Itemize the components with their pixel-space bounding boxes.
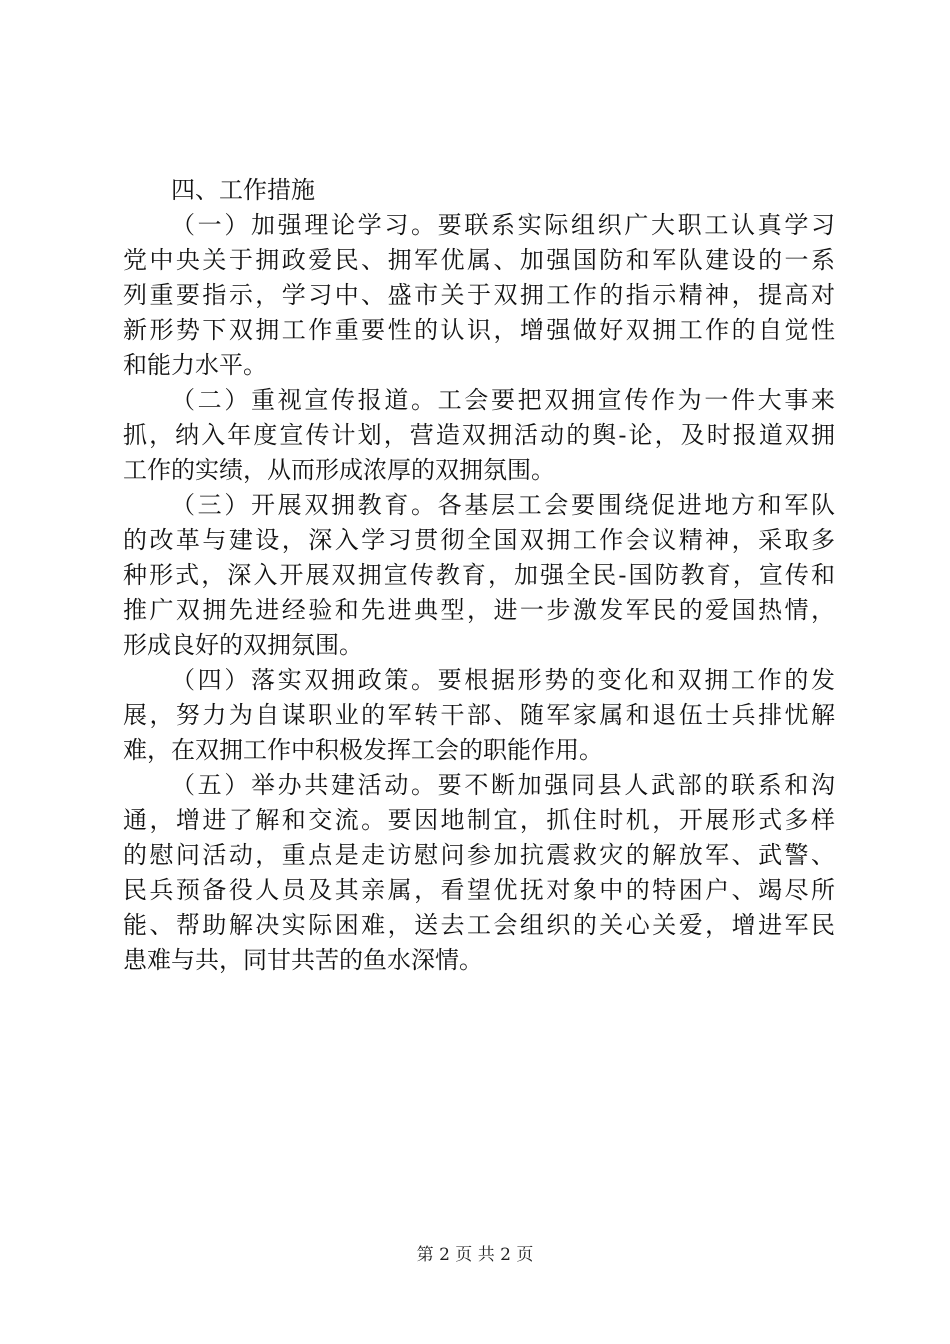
paragraph-line: 形成良好的双拥氛围。 — [123, 631, 363, 659]
paragraph-line: 和能力水平。 — [123, 351, 267, 379]
paragraph-line: 工作的实绩，从而形成浓厚的双拥氛围。 — [123, 456, 555, 484]
paragraph-line: 难，在双拥工作中积极发挥工会的职能作用。 — [123, 736, 603, 764]
paragraph-line: 抓，纳入年度宣传计划，营造双拥活动的舆-论，及时报道双拥 — [123, 421, 835, 449]
paragraph-line: 通，增进了解和交流。要因地制宜，抓住时机，开展形式多样 — [123, 806, 835, 834]
document-body — [123, 173, 835, 978]
paragraph-line: 的改革与建设，深入学习贯彻全国双拥工作会议精神，采取多 — [123, 526, 835, 554]
paragraph-line: 列重要指示，学习中、盛市关于双拥工作的指示精神，提高对 — [123, 281, 835, 309]
section-heading: 四、工作措施 — [171, 176, 315, 204]
paragraph-list — [123, 208, 835, 978]
paragraph-line: 党中央关于拥政爱民、拥军优属、加强国防和军队建设的一系 — [123, 246, 835, 274]
body-paragraph — [123, 383, 835, 488]
body-paragraph — [123, 488, 835, 663]
paragraph-line: （一）加强理论学习。要联系实际组织广大职工认真学习 — [171, 211, 835, 239]
body-paragraph — [123, 768, 835, 978]
paragraph-line: 展，努力为自谋职业的军转干部、随军家属和退伍士兵排忧解 — [123, 701, 835, 729]
paragraph-line: （三）开展双拥教育。各基层工会要围绕促进地方和军队 — [171, 491, 835, 519]
paragraph-line: 能、帮助解决实际困难，送去工会组织的关心关爱，增进军民 — [123, 911, 835, 939]
paragraph-line: 民兵预备役人员及其亲属，看望优抚对象中的特困户、竭尽所 — [123, 876, 835, 904]
paragraph-line: （二）重视宣传报道。工会要把双拥宣传作为一件大事来 — [171, 386, 835, 414]
paragraph-line: 新形势下双拥工作重要性的认识，增强做好双拥工作的自觉性 — [123, 316, 835, 344]
body-paragraph — [123, 208, 835, 383]
paragraph-line: （四）落实双拥政策。要根据形势的变化和双拥工作的发 — [171, 666, 835, 694]
paragraph-line: 种形式，深入开展双拥宣传教育，加强全民-国防教育，宣传和 — [123, 561, 835, 589]
page-footer: 第 2 页 共 2 页 — [416, 1245, 534, 1265]
paragraph-line: 推广双拥先进经验和先进典型，进一步激发军民的爱国热情， — [123, 596, 835, 624]
paragraph-line: （五）举办共建活动。要不断加强同县人武部的联系和沟 — [171, 771, 835, 799]
paragraph-line: 的慰问活动，重点是走访慰问参加抗震救灾的解放军、武警、 — [123, 841, 835, 869]
body-paragraph — [123, 663, 835, 768]
paragraph-line: 患难与共，同甘共苦的鱼水深情。 — [123, 946, 483, 974]
